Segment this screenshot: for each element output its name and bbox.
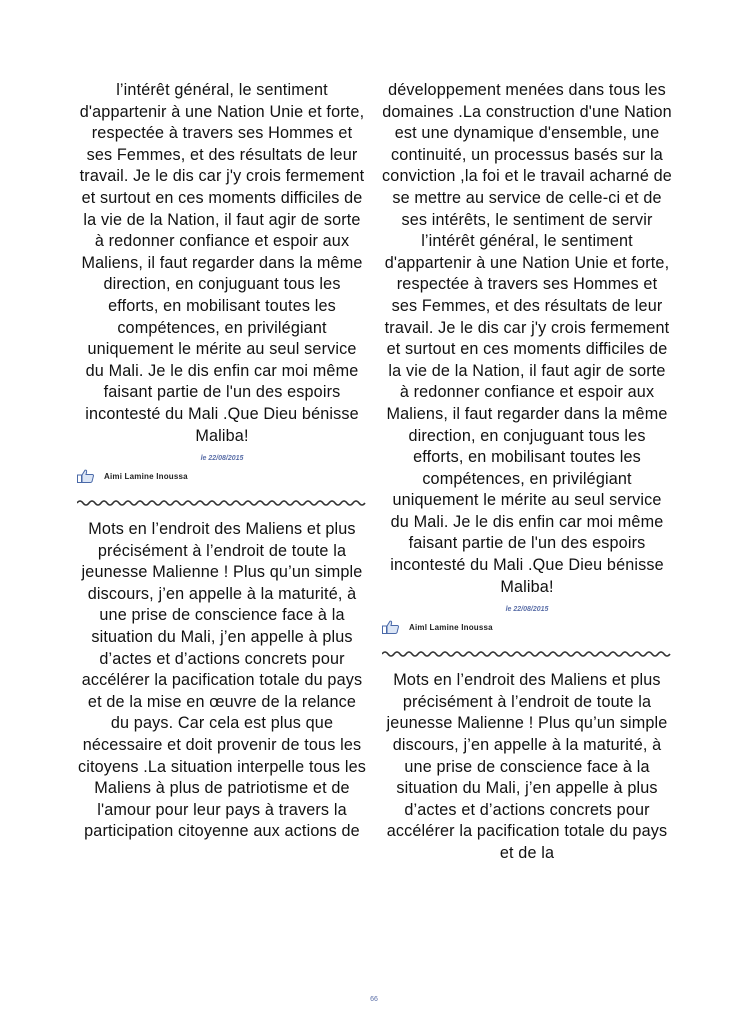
wavy-line-divider — [382, 648, 672, 660]
wavy-line-divider — [77, 497, 367, 509]
right-like-row — [382, 618, 672, 636]
right-post-date: le 22/08/2015 — [505, 606, 549, 614]
left-post-date: le 22/08/2015 — [200, 455, 244, 463]
right-column — [382, 80, 672, 865]
left-like-row — [77, 467, 367, 485]
right-paragraph-1: développement menées dans tous les domaines .La construction d'une Nation est une dynamique d'ensemble, une continuité, un processus basés sur la conviction ,la foi et le travail acharné de se mettre au service de celle-ci et de ses intérêts, le sentiment de servir l’intérêt général, le sentiment d'appartenir à une Nation Unie et forte, respectée à travers ses Hommes et ses Femmes, et des résultats de leur travail. Je le dis car j'y crois fermement et surtout en ces moments difficiles de la vie de la Nation, il faut agir de sorte à redonner confiance et espoir aux Maliens, il faut regarder dans la même direction, en conjuguant tous les efforts, en mobilisant toutes les compétences, en privilégiant uniquement le mérite au seul service du Mali. Je le dis enfin car moi même faisant partie de l'un des espoirs incontesté du Mali .Que Dieu bénisse Maliba! — [382, 81, 672, 596]
thumbs-up-icon[interactable] — [77, 469, 95, 483]
thumbs-up-icon[interactable] — [382, 620, 400, 634]
left-column — [77, 80, 367, 843]
right-author-name[interactable]: Aiml Lamine Inoussa — [409, 622, 493, 632]
left-author-name[interactable]: Aimi Lamine Inoussa — [104, 471, 188, 481]
left-paragraph-1: l’intérêt général, le sentiment d'appartenir à une Nation Unie et forte, respectée à travers ses Hommes et ses Femmes, et des résultats de leur travail. Je le dis car j'y crois fermement et surtout en ces moments difficiles de la vie de la Nation, il faut agir de sorte à redonner confiance et espoir aux Maliens, il faut regarder dans la même direction, en conjuguant tous les efforts, en mobilisant toutes les compétences, en privilégiant uniquement le mérite au seul service du Mali. Je le dis enfin car moi même faisant partie de l'un des espoirs incontesté du Mali .Que Dieu bénisse Maliba! — [79, 81, 365, 445]
right-paragraph-2: Mots en l’endroit des Maliens et plus précisément à l’endroit de toute la jeunesse Malienne ! Plus qu’un simple discours, j’en appelle à la maturité, à une prise de conscience face à la situation du Mali, j’en appelle à plus d’actes et d’actions concrets pour accélérer la pacification totale du pays et de la — [386, 671, 668, 862]
left-paragraph-2: Mots en l’endroit des Maliens et plus précisément à l’endroit de toute la jeunesse Malienne ! Plus qu’un simple discours, j’en appelle à la maturité, à une prise de conscience face à la situation du Mali, j’en appelle à plus d’actes et d’actions concrets pour accélérer la pacification totale du pays et de la mise en œuvre de la relance du pays. Car cela est plus que nécessaire et doit provenir de tous les citoyens .La situation interpelle tous les Maliens à plus de patriotisme et de l'amour pour leur pays à travers la participation citoyenne aux actions de — [78, 520, 366, 841]
page-number: 66 — [370, 996, 378, 1003]
